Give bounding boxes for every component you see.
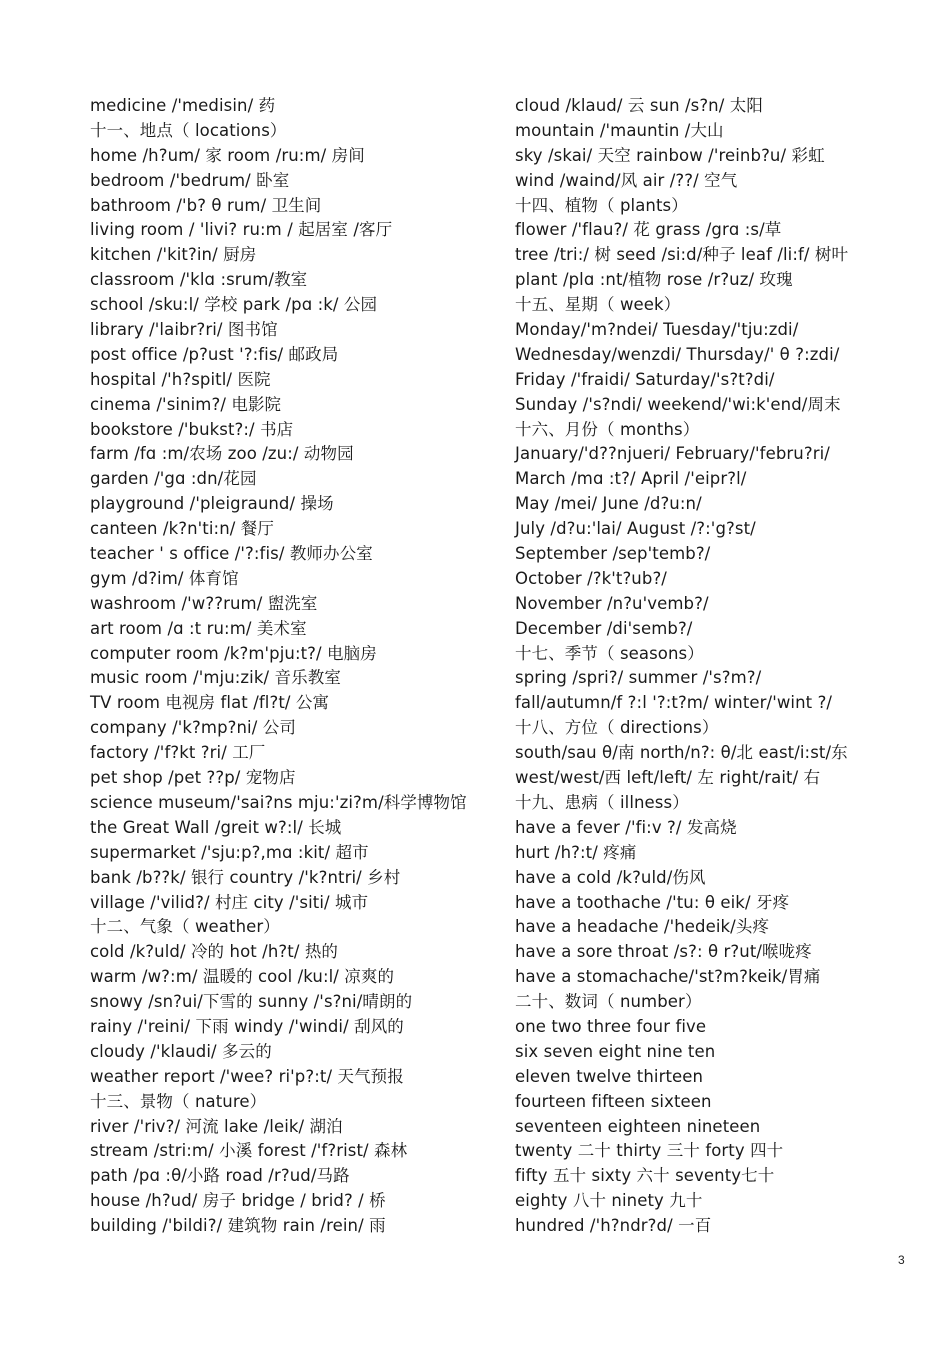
vocab-line: building /'bildi?/ 建筑物 rain /rein/ 雨 bbox=[90, 1216, 386, 1236]
vocab-line: science museum/'sai?ns mju:'zi?m/科学博物馆 bbox=[90, 792, 467, 812]
vocab-line: warm /w?:m/ 温暖的 cool /ku:l/ 凉爽的 bbox=[90, 967, 395, 987]
vocab-line: 十七、季节（ seasons） bbox=[515, 643, 704, 663]
vocab-line: classroom /'klɑ :srum/教室 bbox=[90, 270, 308, 290]
vocab-line: 十八、方位（ directions） bbox=[515, 718, 719, 738]
vocab-line: sky /skai/ 天空 rainbow /'reinb?u/ 彩虹 bbox=[515, 145, 825, 165]
vocab-line: canteen /k?n'ti:n/ 餐厅 bbox=[90, 519, 274, 539]
vocab-line: Sunday /'s?ndi/ weekend/'wi:k'end/周末 bbox=[515, 394, 841, 414]
vocab-line: flower /'flau?/ 花 grass /grɑ :s/草 bbox=[515, 220, 782, 240]
page-number: 3 bbox=[898, 1253, 905, 1267]
vocab-line: have a headache /'hedeik/头疼 bbox=[515, 917, 770, 937]
vocab-line: July /d?u:'lai/ August /?:'g?st/ bbox=[515, 519, 756, 539]
vocab-line: garden /'gɑ :dn/花园 bbox=[90, 469, 257, 489]
vocab-line: music room /'mju:zik/ 音乐教室 bbox=[90, 668, 341, 688]
vocab-line: spring /spri?/ summer /'s?m?/ bbox=[515, 668, 762, 688]
vocab-line: cloudy /'klaudi/ 多云的 bbox=[90, 1041, 272, 1061]
vocab-line: March /mɑ :t?/ April /'eipr?l/ bbox=[515, 469, 747, 489]
vocab-line: 十一、地点（ locations） bbox=[90, 120, 287, 140]
vocab-line: west/west/西 left/left/ 左 right/rait/ 右 bbox=[515, 768, 821, 788]
vocab-line: village /'vilid?/ 村庄 city /'siti/ 城市 bbox=[90, 892, 369, 912]
vocab-line: Monday/'m?ndei/ Tuesday/'tju:zdi/ bbox=[515, 320, 799, 340]
vocab-line: the Great Wall /greit w?:l/ 长城 bbox=[90, 817, 342, 837]
vocab-line: art room /ɑ :t ru:m/ 美术室 bbox=[90, 618, 307, 638]
vocab-line: hospital /'h?spitl/ 医院 bbox=[90, 369, 271, 389]
vocab-line: medicine /'medisin/ 药 bbox=[90, 96, 276, 115]
vocab-line: May /mei/ June /d?u:n/ bbox=[515, 494, 702, 514]
vocab-line: eleven twelve thirteen bbox=[515, 1066, 704, 1086]
vocab-line: have a sore throat /s?: θ r?ut/喉咙疼 bbox=[515, 942, 812, 962]
vocab-line: 十九、患病（ illness） bbox=[515, 792, 689, 812]
vocab-line: river /'riv?/ 河流 lake /leik/ 湖泊 bbox=[90, 1116, 343, 1136]
vocab-line: gym /d?im/ 体育馆 bbox=[90, 568, 239, 588]
vocab-line: path /pɑ :θ/小路 road /r?ud/马路 bbox=[90, 1166, 350, 1186]
vocab-line: weather report /'wee? ri'p?:t/ 天气预报 bbox=[90, 1066, 404, 1086]
vocab-line: post office /p?ust '?:fis/ 邮政局 bbox=[90, 344, 339, 364]
vocab-line: stream /stri:m/ 小溪 forest /'f?rist/ 森林 bbox=[90, 1141, 408, 1161]
vocab-line: December /di'semb?/ bbox=[515, 618, 693, 638]
vocab-line: one two three four five bbox=[515, 1016, 707, 1036]
vocab-line: fall/autumn/f ?:l '?:t?m/ winter/'wint ?/ bbox=[515, 693, 833, 713]
vocab-line: washroom /'w??rum/ 盥洗室 bbox=[90, 593, 318, 613]
vocab-line: south/sau θ/南 north/n?: θ/北 east/i:st/东 bbox=[515, 743, 848, 763]
vocab-line: cinema /'sinim?/ 电影院 bbox=[90, 394, 282, 414]
vocab-line: October /?k't?ub?/ bbox=[515, 568, 667, 588]
vocab-line: Friday /'fraidi/ Saturday/'s?t?di/ bbox=[515, 369, 775, 389]
vocab-line: factory /'f?kt ?ri/ 工厂 bbox=[90, 743, 266, 763]
vocab-line: have a cold /k?uld/伤风 bbox=[515, 867, 706, 887]
vocab-line: 十三、景物（ nature） bbox=[90, 1091, 267, 1111]
vocab-line: fifty 五十 sixty 六十 seventy七十 bbox=[515, 1166, 775, 1186]
vocab-line: house /h?ud/ 房子 bridge / brid? / 桥 bbox=[90, 1191, 386, 1211]
vocab-line: 十五、星期（ week） bbox=[515, 295, 681, 315]
vocab-line: home /h?um/ 家 room /ru:m/ 房间 bbox=[90, 145, 365, 165]
vocab-line: hundred /'h?ndr?d/ 一百 bbox=[515, 1216, 712, 1236]
vocab-line: tree /tri:/ 树 seed /si:d/种子 leaf /li:f/ 树叶 bbox=[515, 245, 849, 265]
vocab-line: computer room /k?m'pju:t?/ 电脑房 bbox=[90, 643, 377, 663]
vocab-line: mountain /'mauntin /大山 bbox=[515, 120, 724, 140]
vocab-line: plant /plɑ :nt/植物 rose /r?uz/ 玫瑰 bbox=[515, 270, 793, 290]
vocab-line: cold /k?uld/ 冷的 hot /h?t/ 热的 bbox=[90, 942, 339, 962]
vocab-line: have a fever /'fi:v ?/ 发高烧 bbox=[515, 817, 737, 837]
vocab-line: seventeen eighteen nineteen bbox=[515, 1116, 761, 1136]
vocab-line: rainy /'reini/ 下雨 windy /'windi/ 刮风的 bbox=[90, 1016, 404, 1036]
vocab-line: wind /waind/风 air /??/ 空气 bbox=[515, 170, 738, 190]
vocab-line: farm /fɑ :m/农场 zoo /zu:/ 动物园 bbox=[90, 444, 354, 464]
vocab-line: 十二、气象（ weather） bbox=[90, 917, 280, 937]
vocab-line: playground /'pleigraund/ 操场 bbox=[90, 494, 334, 514]
vocab-line: 十六、月份（ months） bbox=[515, 419, 700, 439]
vocab-line: have a toothache /'tu: θ eik/ 牙疼 bbox=[515, 892, 790, 912]
vocab-line: cloud /klaud/ 云 sun /s?n/ 太阳 bbox=[515, 96, 763, 115]
vocab-line: company /'k?mp?ni/ 公司 bbox=[90, 718, 296, 738]
vocab-line: fourteen fifteen sixteen bbox=[515, 1091, 712, 1111]
vocab-line: teacher ' s office /'?:fis/ 教师办公室 bbox=[90, 544, 373, 564]
vocab-line: hurt /h?:t/ 疼痛 bbox=[515, 842, 637, 862]
vocab-line: twenty 二十 thirty 三十 forty 四十 bbox=[515, 1141, 784, 1161]
vocab-line: bank /b??k/ 银行 country /'k?ntri/ 乡村 bbox=[90, 867, 401, 887]
vocab-line: bathroom /'b? θ rum/ 卫生间 bbox=[90, 195, 322, 215]
right-column bbox=[515, 94, 915, 1239]
vocab-line: bookstore /'bukst?:/ 书店 bbox=[90, 419, 294, 439]
vocab-line: have a stomachache/'st?m?keik/胃痛 bbox=[515, 967, 821, 987]
vocab-line: pet shop /pet ??p/ 宠物店 bbox=[90, 768, 296, 788]
vocab-line: November /n?u'vemb?/ bbox=[515, 593, 709, 613]
vocab-line: supermarket /'sju:p?,mɑ :kit/ 超市 bbox=[90, 842, 369, 862]
vocab-line: September /sep'temb?/ bbox=[515, 544, 711, 564]
left-column bbox=[90, 94, 490, 1239]
vocab-line: bedroom /'bedrum/ 卧室 bbox=[90, 170, 290, 190]
vocab-line: TV room 电视房 flat /fl?t/ 公寓 bbox=[90, 693, 330, 713]
vocab-line: six seven eight nine ten bbox=[515, 1041, 716, 1061]
vocab-line: snowy /sn?ui/下雪的 sunny /'s?ni/晴朗的 bbox=[90, 992, 413, 1012]
vocab-line: Wednesday/wenzdi/ Thursday/' θ ?:zdi/ bbox=[515, 344, 840, 364]
vocab-line: living room / 'livi? ru:m / 起居室 /客厅 bbox=[90, 220, 393, 240]
vocab-line: 二十、数词（ number） bbox=[515, 992, 702, 1012]
vocab-line: eighty 八十 ninety 九十 bbox=[515, 1191, 703, 1211]
vocab-line: kitchen /'kit?in/ 厨房 bbox=[90, 245, 257, 265]
vocab-line: 十四、植物（ plants） bbox=[515, 195, 688, 215]
vocab-line: January/'d??njueri/ February/'febru?ri/ bbox=[515, 444, 830, 464]
vocab-line: school /sku:l/ 学校 park /pɑ :k/ 公园 bbox=[90, 295, 378, 315]
vocab-line: library /'laibr?ri/ 图书馆 bbox=[90, 320, 278, 340]
